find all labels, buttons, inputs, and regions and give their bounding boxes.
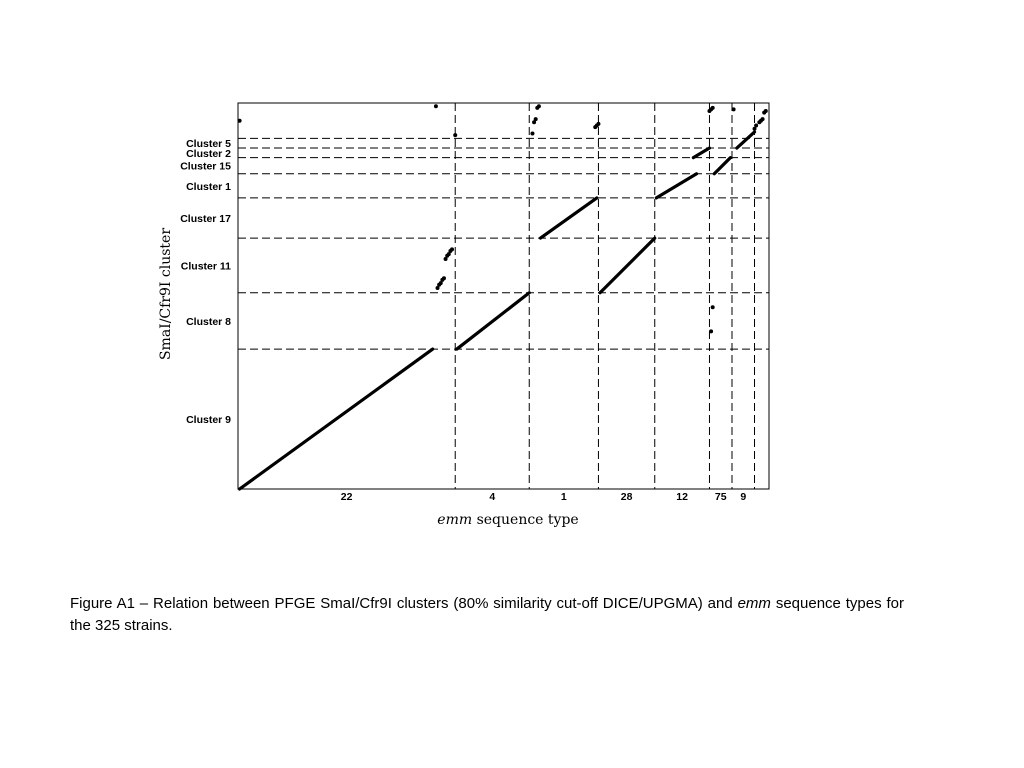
data-point-15	[534, 117, 538, 121]
data-point-1	[434, 104, 438, 108]
run-75-cluster-15	[714, 158, 730, 174]
cluster-label-5: Cluster 15	[180, 160, 231, 173]
cluster-label-3: Cluster 17	[180, 212, 231, 225]
emm-label-0: 22	[340, 491, 353, 503]
data-point-23	[711, 106, 715, 110]
data-point-20	[596, 122, 600, 126]
run-4-cluster-8	[457, 293, 529, 349]
run-12-cluster-15	[693, 148, 709, 158]
emm-label-1: 4	[489, 491, 496, 503]
y-axis-title: SmaI/Cfr9I cluster	[158, 227, 174, 361]
data-point-6	[442, 276, 446, 280]
emm-label-5: 75	[714, 491, 727, 503]
run-22-cluster-9	[240, 349, 433, 489]
data-point-17	[537, 104, 541, 108]
cluster-label-2: Cluster 11	[180, 260, 231, 273]
emm-label-3: 28	[620, 491, 633, 503]
caption-text: Figure A1 – Relation between PFGE SmaI/Cfr9I clusters (80% similarity cut-off DICE/UPGMA) and	[70, 595, 738, 612]
figure-caption	[70, 593, 904, 637]
data-point-24	[709, 329, 713, 333]
caption-emm: emm	[737, 595, 771, 612]
cluster-label-4: Cluster 1	[186, 180, 231, 193]
caption-text-end: sequence types for the 325 strains.	[70, 595, 904, 634]
data-point-33	[764, 109, 768, 113]
emm-label-2: 1	[560, 491, 567, 503]
data-point-12	[453, 133, 457, 137]
run-28-cluster-11	[600, 238, 655, 293]
data-point-0	[238, 119, 242, 123]
emm-label-6: 9	[740, 491, 747, 503]
data-point-11	[450, 247, 454, 251]
x-axis-title: emm sequence type	[437, 512, 579, 528]
run-1-cluster-17	[541, 198, 597, 238]
data-point-25	[711, 305, 715, 309]
cluster-labels	[180, 138, 231, 426]
data-point-13	[530, 132, 534, 136]
run-9-cluster-2	[737, 132, 755, 148]
emm-label-4: 12	[676, 491, 688, 503]
run-12-cluster-1	[656, 174, 696, 198]
data-point-31	[761, 117, 765, 121]
emm-labels	[341, 491, 747, 503]
data-point-28	[754, 124, 758, 128]
cluster-label-7: Cluster 5	[186, 138, 231, 151]
data-point-26	[732, 107, 736, 111]
diagonal-runs	[240, 132, 755, 489]
cluster-label-6: Cluster 2	[186, 147, 231, 160]
cluster-label-0: Cluster 9	[186, 414, 231, 427]
cluster-label-1: Cluster 8	[186, 315, 231, 328]
